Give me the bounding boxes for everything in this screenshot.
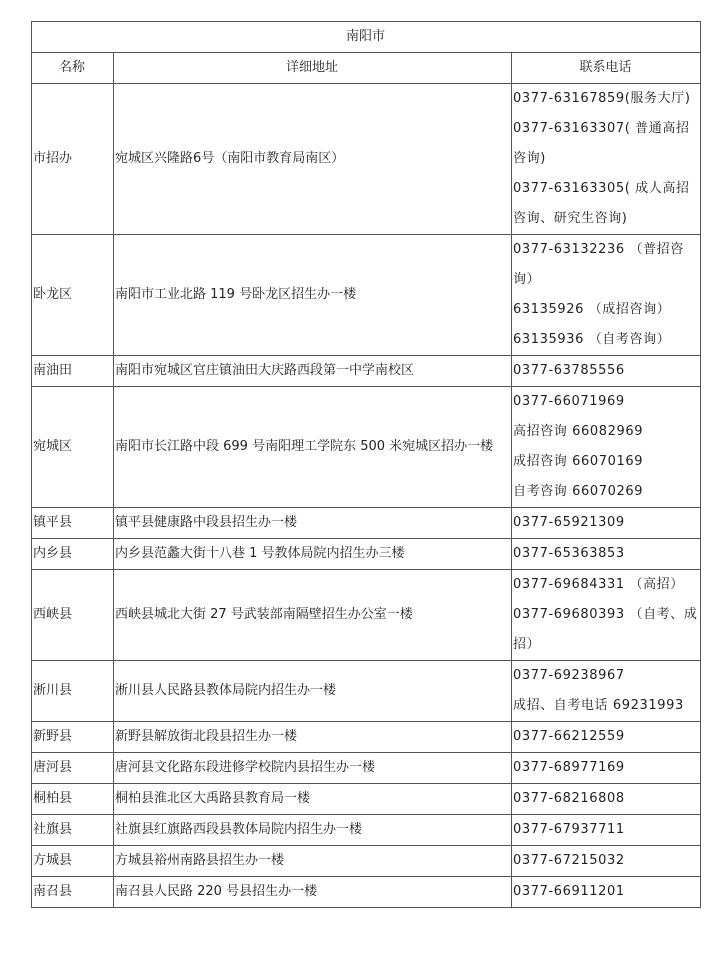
phone-number: 0377-68977169 [513, 760, 625, 775]
table-row [32, 815, 701, 846]
phone-number: 0377-69680393 （自考、成招） [513, 607, 698, 652]
phone-number: 0377-67215032 [513, 853, 625, 868]
office-address: 社旗县红旗路西段县教体局院内招生办一楼 [114, 815, 512, 846]
office-name: 卧龙区 [32, 235, 114, 356]
office-address: 南阳市长江路中段 699 号南阳理工学院东 500 米宛城区招办一楼 [114, 387, 512, 508]
office-phone-cell [512, 877, 701, 908]
table-row [32, 877, 701, 908]
office-name: 南召县 [32, 877, 114, 908]
phone-number: 0377-63163307( 普通高招咨询) [513, 121, 690, 166]
office-name: 南油田 [32, 356, 114, 387]
phone-number: 0377-65363853 [513, 546, 625, 561]
title-row [32, 22, 701, 53]
office-phone-cell [512, 235, 701, 356]
table-row [32, 661, 701, 722]
phone-number: 自考咨询 66070269 [513, 484, 644, 499]
phone-number: 0377-69238967 [513, 668, 625, 683]
office-address: 南阳市工业北路 119 号卧龙区招生办一楼 [114, 235, 512, 356]
office-phone-cell [512, 84, 701, 235]
table-title: 南阳市 [32, 22, 701, 53]
office-name: 新野县 [32, 722, 114, 753]
table-row [32, 784, 701, 815]
office-phone-cell [512, 722, 701, 753]
phone-number: 0377-63167859(服务大厅) [513, 91, 691, 106]
office-name: 淅川县 [32, 661, 114, 722]
phone-number: 0377-69684331 （高招） [513, 577, 684, 592]
table-row [32, 387, 701, 508]
office-name: 宛城区 [32, 387, 114, 508]
office-address: 方城县裕州南路县招生办一楼 [114, 846, 512, 877]
phone-number: 高招咨询 66082969 [513, 424, 644, 439]
office-phone-cell [512, 784, 701, 815]
header-name: 名称 [32, 53, 114, 84]
office-address: 宛城区兴隆路6号（南阳市教育局南区） [114, 84, 512, 235]
office-name: 社旗县 [32, 815, 114, 846]
phone-number: 0377-63132236 （普招咨询） [513, 242, 684, 287]
office-address: 西峡县城北大街 27 号武装部南隔壁招生办公室一楼 [114, 570, 512, 661]
office-phone-cell [512, 815, 701, 846]
table-row [32, 84, 701, 235]
table-row [32, 722, 701, 753]
table-row [32, 235, 701, 356]
office-address: 内乡县范蠡大街十八巷 1 号教体局院内招生办三楼 [114, 539, 512, 570]
office-phone-cell [512, 387, 701, 508]
office-name: 西峡县 [32, 570, 114, 661]
office-name: 市招办 [32, 84, 114, 235]
office-phone-cell [512, 508, 701, 539]
office-phone-cell [512, 570, 701, 661]
table-row [32, 846, 701, 877]
office-address: 新野县解放街北段县招生办一楼 [114, 722, 512, 753]
phone-number: 成招、自考电话 69231993 [513, 698, 684, 713]
office-phone-cell [512, 753, 701, 784]
phone-number: 成招咨询 66070169 [513, 454, 644, 469]
office-name: 镇平县 [32, 508, 114, 539]
office-name: 桐柏县 [32, 784, 114, 815]
office-phone-cell [512, 661, 701, 722]
phone-number: 0377-63163305( 成人高招咨询、研究生咨询) [513, 181, 690, 226]
office-phone-cell [512, 356, 701, 387]
table-row [32, 539, 701, 570]
office-address: 淅川县人民路县教体局院内招生办一楼 [114, 661, 512, 722]
header-address: 详细地址 [114, 53, 512, 84]
table-row [32, 753, 701, 784]
office-address: 镇平县健康路中段县招生办一楼 [114, 508, 512, 539]
phone-number: 0377-68216808 [513, 791, 625, 806]
office-phone-cell [512, 846, 701, 877]
phone-number: 0377-63785556 [513, 363, 625, 378]
office-name: 内乡县 [32, 539, 114, 570]
phone-number: 0377-66071969 [513, 394, 625, 409]
office-name: 方城县 [32, 846, 114, 877]
office-address: 唐河县文化路东段进修学校院内县招生办一楼 [114, 753, 512, 784]
phone-number: 63135936 （自考咨询） [513, 332, 671, 347]
header-row [32, 53, 701, 84]
table-row [32, 356, 701, 387]
contact-table [31, 21, 701, 908]
phone-number: 0377-66212559 [513, 729, 625, 744]
office-phone-cell [512, 539, 701, 570]
header-phone: 联系电话 [512, 53, 701, 84]
office-name: 唐河县 [32, 753, 114, 784]
table-row [32, 508, 701, 539]
phone-number: 63135926 （成招咨询） [513, 302, 671, 317]
table-body [32, 22, 701, 908]
office-address: 桐柏县淮北区大禹路县教育局一楼 [114, 784, 512, 815]
phone-number: 0377-65921309 [513, 515, 625, 530]
table-row [32, 570, 701, 661]
phone-number: 0377-67937711 [513, 822, 625, 837]
phone-number: 0377-66911201 [513, 884, 625, 899]
office-address: 南阳市宛城区官庄镇油田大庆路西段第一中学南校区 [114, 356, 512, 387]
office-address: 南召县人民路 220 号县招生办一楼 [114, 877, 512, 908]
